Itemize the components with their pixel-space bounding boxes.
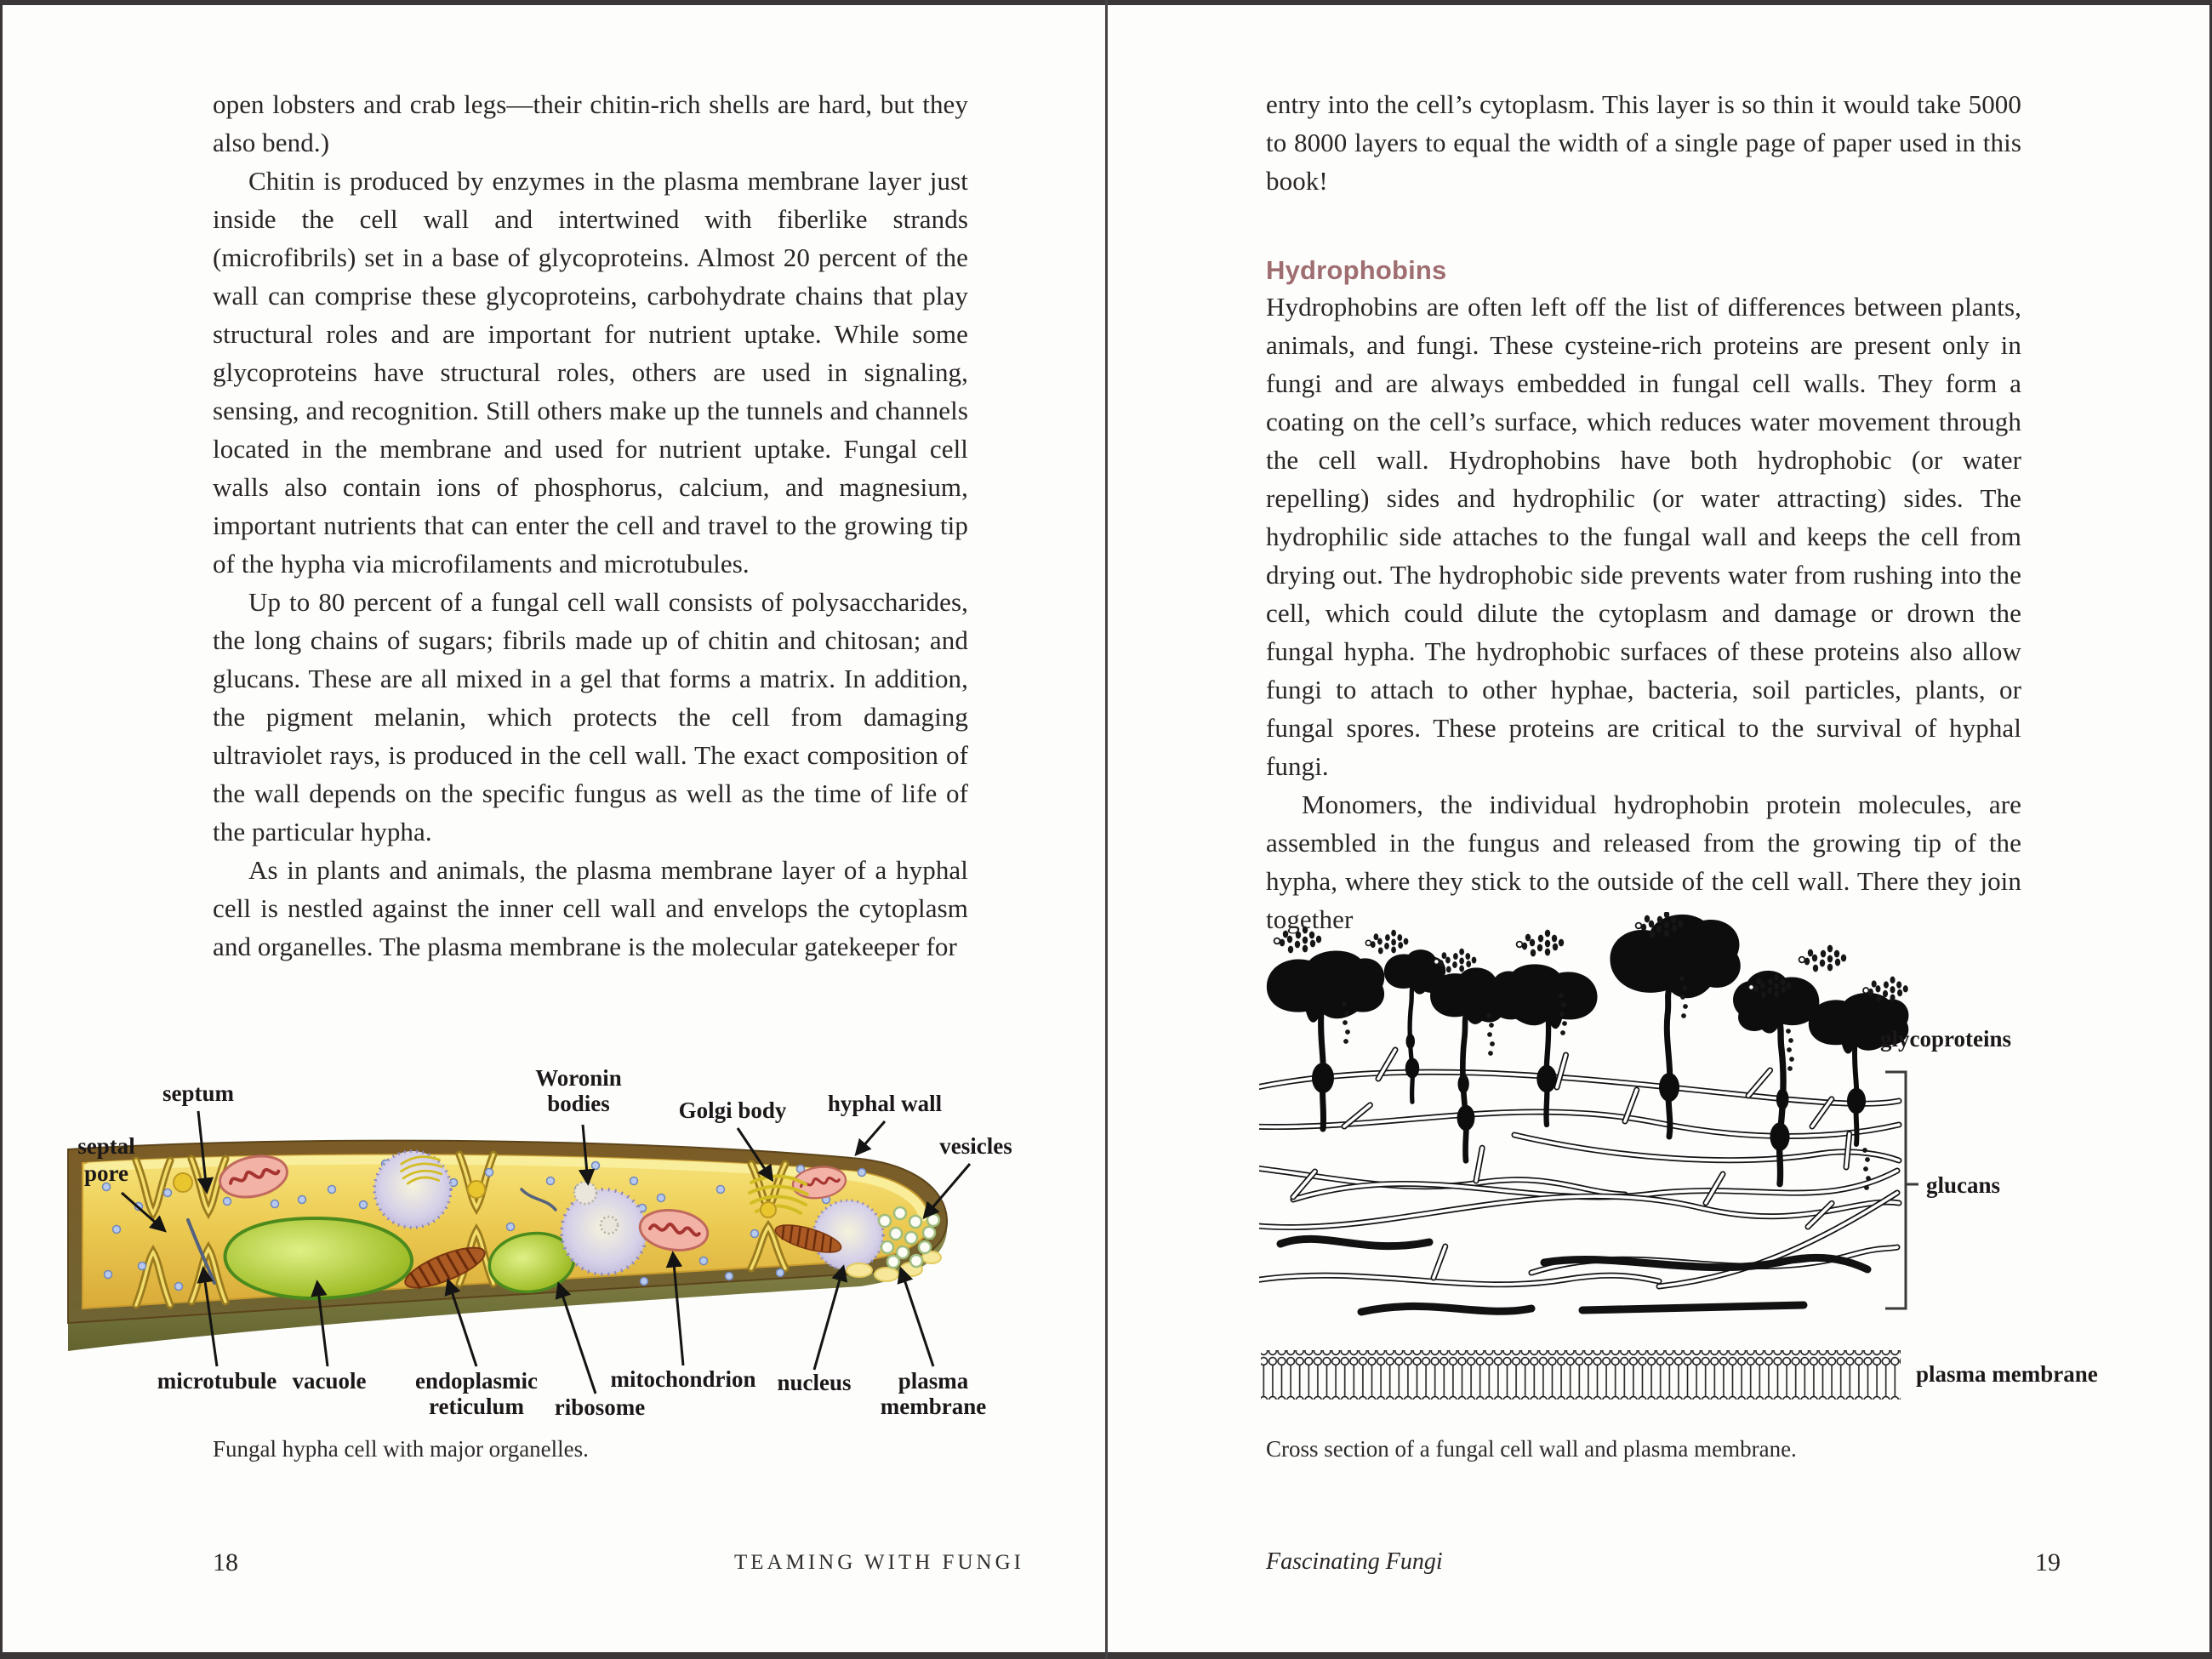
paragraph: Monomers, the individual hydrophobin protein molecules, are assembled in the fungus and released from the growing tip of the hypha, where they stick to the outside of the cell wall. There they join together — [1266, 790, 2021, 934]
figure-hypha-cell — [47, 1063, 1059, 1421]
label-glucans: glucans — [1926, 1172, 2001, 1198]
label-woronin-bodies-2: bodies — [547, 1091, 610, 1116]
label-plasma-membrane: plasma membrane — [1916, 1361, 2098, 1387]
glucan-fibers — [1259, 1050, 1899, 1286]
yellow-body — [468, 1181, 485, 1198]
label-glycoproteins: glycoproteins — [1880, 1026, 2011, 1052]
glycoprotein-shape — [1491, 964, 1598, 1125]
page-divider — [1105, 0, 1108, 1659]
paragraph: As in plants and animals, the plasma membrane layer of a hyphal cell is nestled against the inner cell wall and envelops the cytoplasm and organelles. The plasma membrane is the molecular gatekeeper for — [213, 855, 968, 961]
nucleus-shape — [374, 1151, 451, 1228]
left-running-title: TEAMING WITH FUNGI — [734, 1551, 1024, 1574]
label-endoplasmic-reticulum-1: endoplasmic — [414, 1368, 539, 1394]
arrow-plasma-membrane — [901, 1269, 933, 1366]
label-mitochondrion: mitochondrion — [610, 1366, 756, 1392]
right-intro-text — [1266, 85, 2021, 200]
label-septal-pore-1: septal — [77, 1133, 135, 1159]
glycoprotein-shape — [1733, 971, 1819, 1184]
paragraph: Hydrophobins are often left off the list of differences between plants, animals, and fungi. These cysteine-rich proteins are present only in fungi and are always embedded in fungal cell walls. They form a coating on the cell’s surface, which reduces water movement through the cell wall. Hydrophobins have both hydrophobic (or water repelling) sides and hydrophilic (or water attracting) sides. The hydrophilic side attaches to the fungal wall and keeps the cell from drying out. The hydrophobic side prevents water from rushing into the cell, which could dilute the cytoplasm and damage or drown the fungal hypha. The hydrophobic surfaces of these proteins also allow fungi to attach to other hyphae, bacteria, soil particles, plants, or fungal spores. These proteins are critical to the survival of hyphal fungi. — [1266, 292, 2021, 781]
left-figure-caption: Fungal hypha cell with major organelles. — [213, 1436, 589, 1462]
label-septum: septum — [162, 1080, 235, 1106]
figure-labels — [1880, 1026, 2098, 1387]
sugar-dot-cluster — [1365, 930, 1408, 955]
glycoprotein-shape — [1384, 949, 1445, 1102]
left-body-text — [213, 85, 968, 966]
right-page-number: 19 — [2035, 1548, 2061, 1576]
figure-cell-wall-cross-section — [1259, 912, 2110, 1440]
paragraph: open lobsters and crab legs—their chitin-rich shells are hard, but they also bend.) — [213, 89, 968, 157]
section-heading-hydrophobins: Hydrophobins — [1266, 255, 1447, 285]
label-vacuole: vacuole — [292, 1368, 367, 1394]
sugar-dot-cluster — [1274, 926, 1322, 954]
label-woronin-bodies-1: Woronin — [535, 1065, 622, 1091]
label-microtubule: microtubule — [157, 1368, 277, 1394]
right-body-text — [1266, 288, 2021, 938]
glycoprotein-shape — [1809, 993, 1909, 1144]
glycoprotein-shape — [1267, 950, 1384, 1129]
paragraph: Chitin is produced by enzymes in the plasma membrane layer just inside the cell wall and intertwined with fiberlike strands (microfibrils) set in a base of glycoproteins. Almost 20 percent of the wall can comprise these glycoproteins, carbohydrate chains that play structural roles and are important for nutrient uptake. While some glycoproteins have structural roles, others are used in signaling, sensing, and recognition. Still others make up the tunnels and channels located in the membrane and used for nutrient uptake. Fungal cell walls also contain ions of phosphorus, calcium, and magnesium, important nutrients that can enter the cell and travel to the growing tip of the hypha via microfilaments and microtubules. — [213, 166, 968, 579]
sugar-dot-cluster — [1799, 945, 1847, 972]
paragraph: Up to 80 percent of a fungal cell wall consists of polysaccharides, the long chains of sugars; fibrils made up of chitin and chitosan; and glucans. These are all mixed in a gel that forms a matrix. In addition, the pigment melanin, which protects the cell from damaging ultraviolet rays, is produced in the cell wall. The exact composition of the wall depends on the specific fungus as well as the time of life of the particular hypha. — [213, 587, 968, 847]
label-hyphal-wall: hyphal wall — [827, 1091, 943, 1116]
yellow-body — [761, 1202, 776, 1217]
sugar-dot-string — [1786, 1029, 1794, 1071]
label-vesicles: vesicles — [939, 1133, 1012, 1159]
label-plasma-membrane-2: membrane — [880, 1394, 987, 1419]
yellow-body — [174, 1173, 192, 1192]
frame-left-edge — [0, 0, 3, 1659]
paragraph: entry into the cell’s cytoplasm. This layer is so thin it would take 5000 to 8000 layers to equal the width of a single page of paper used in this book! — [1266, 89, 2021, 196]
woronin-body-shape — [574, 1182, 596, 1204]
label-plasma-membrane-1: plasma — [898, 1368, 969, 1394]
label-golgi-body: Golgi body — [678, 1097, 787, 1123]
right-figure-caption: Cross section of a fungal cell wall and plasma membrane. — [1266, 1436, 1797, 1462]
left-page-number: 18 — [213, 1548, 238, 1576]
sugar-dot-cluster — [1517, 930, 1565, 957]
arrow-hyphal-wall — [857, 1121, 885, 1154]
label-nucleus: nucleus — [777, 1370, 852, 1395]
glucans-bracket — [1885, 1072, 1918, 1308]
woronin-body-shape — [601, 1217, 618, 1234]
label-endoplasmic-reticulum-2: reticulum — [429, 1394, 524, 1419]
right-running-title: Fascinating Fungi — [1266, 1548, 1443, 1575]
plasma-membrane-bilayer — [1261, 1350, 1901, 1400]
label-ribosome: ribosome — [554, 1394, 646, 1420]
label-septal-pore-2: pore — [84, 1160, 128, 1186]
